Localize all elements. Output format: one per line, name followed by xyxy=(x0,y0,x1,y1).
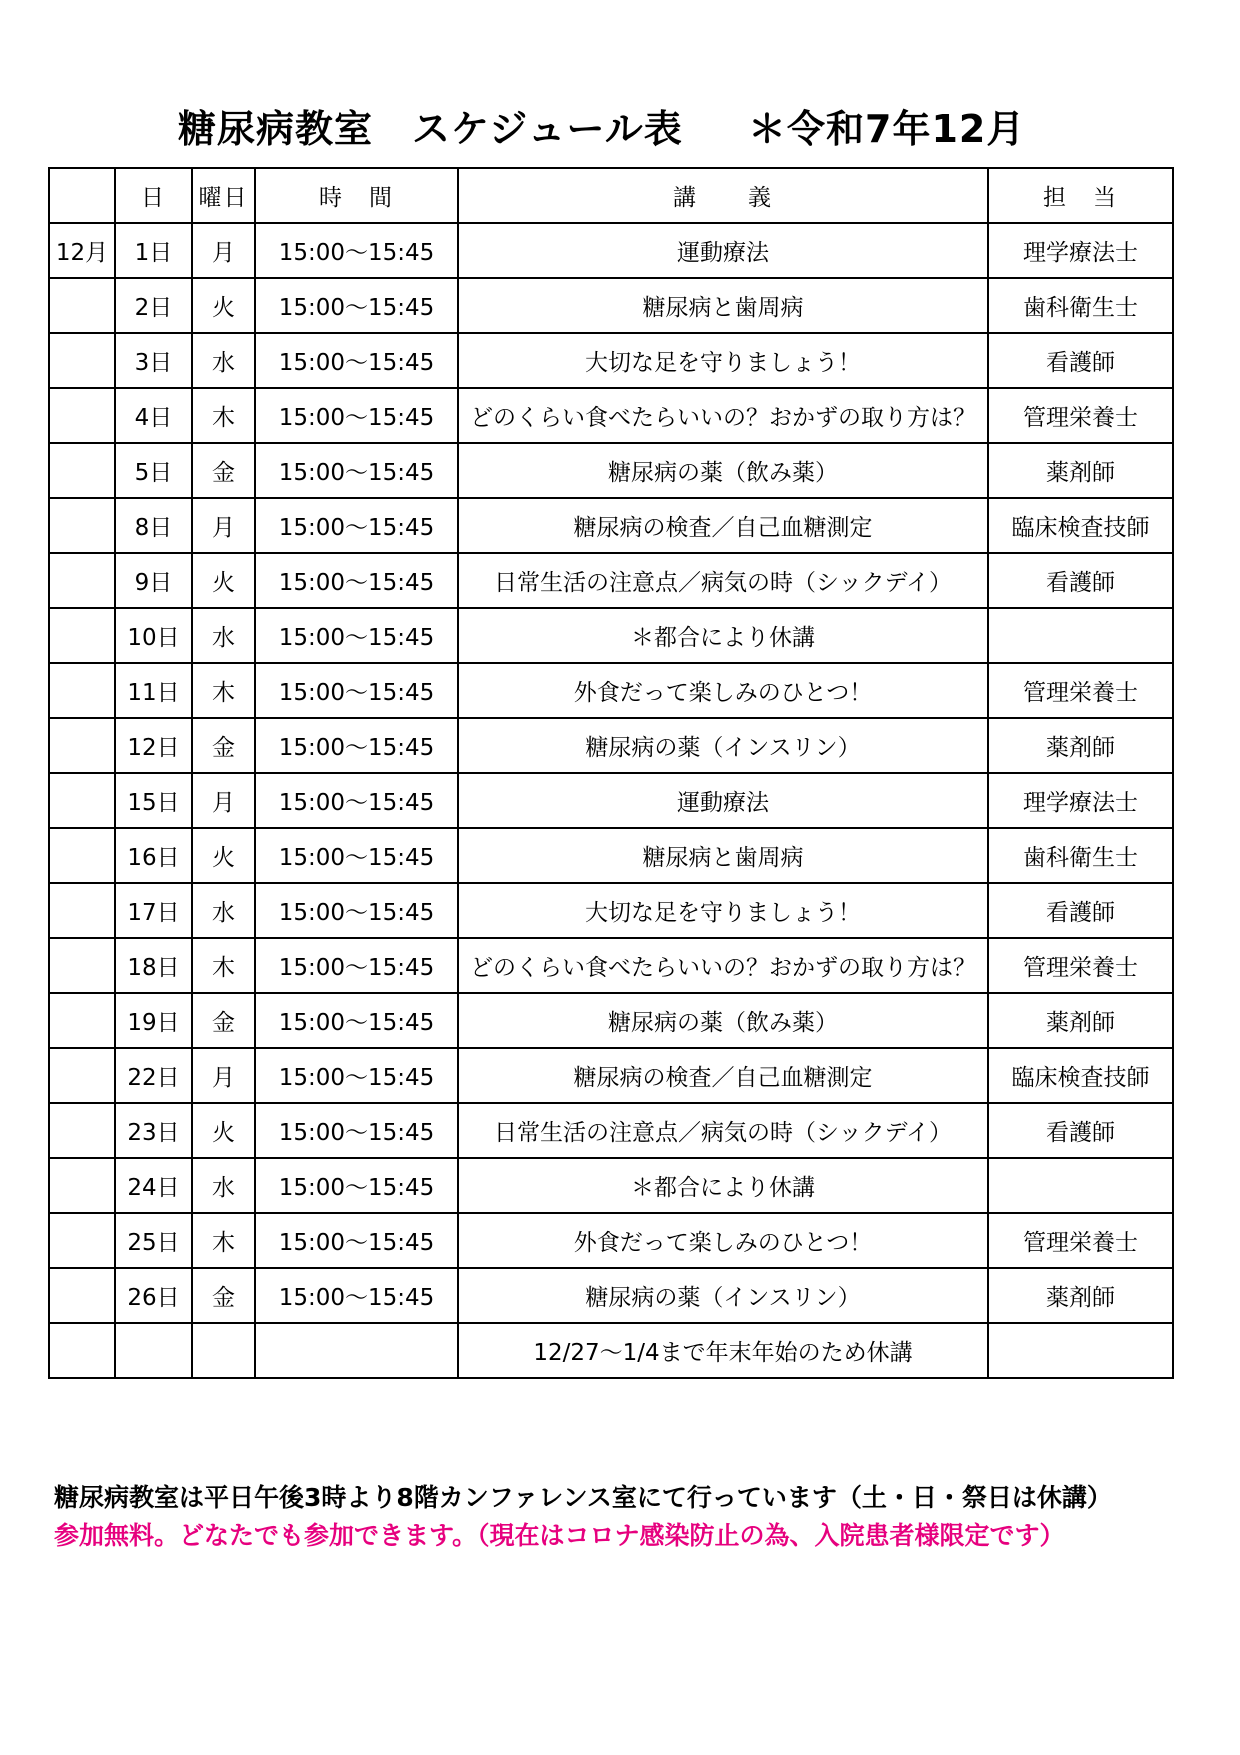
cell-weekday: 月 xyxy=(192,498,255,553)
cell-day: 4日 xyxy=(115,388,192,443)
notice-note: 参加無料。どなたでも参加できます。（現在はコロナ感染防止の為、入院患者様限定です） xyxy=(54,1521,1065,1550)
cell-time: 15:00～15:45 xyxy=(255,773,458,828)
cell-weekday: 月 xyxy=(192,1048,255,1103)
cell-time: 15:00～15:45 xyxy=(255,1158,458,1213)
table-row xyxy=(49,938,1173,993)
cell-staff: 理学療法士 xyxy=(988,773,1173,828)
table-row xyxy=(49,1268,1173,1323)
table-row xyxy=(49,443,1173,498)
title-date: ＊令和7年12月 xyxy=(748,107,1026,151)
cell-lecture: どのくらい食べたらいいの？おかずの取り方は？ xyxy=(458,938,988,993)
cell-staff: 理学療法士 xyxy=(988,223,1173,278)
cell-weekday: 月 xyxy=(192,223,255,278)
cell-staff: 臨床検査技師 xyxy=(988,1048,1173,1103)
cell-time: 15:00～15:45 xyxy=(255,443,458,498)
cell-lecture: 大切な足を守りましょう！ xyxy=(458,333,988,388)
table-row xyxy=(49,828,1173,883)
cell-month xyxy=(49,1323,115,1378)
table-header-row xyxy=(49,168,1173,223)
cell-lecture: 糖尿病の薬（インスリン） xyxy=(458,1268,988,1323)
cell-day: 2日 xyxy=(115,278,192,333)
cell-month xyxy=(49,993,115,1048)
table-row xyxy=(49,608,1173,663)
cell-time: 15:00～15:45 xyxy=(255,608,458,663)
cell-day: 15日 xyxy=(115,773,192,828)
cell-month xyxy=(49,663,115,718)
cell-time: 15:00～15:45 xyxy=(255,278,458,333)
header-day: 日 xyxy=(115,168,192,223)
cell-day: 10日 xyxy=(115,608,192,663)
cell-staff xyxy=(988,1158,1173,1213)
cell-day: 16日 xyxy=(115,828,192,883)
table-row xyxy=(49,718,1173,773)
table-row xyxy=(49,278,1173,333)
cell-weekday: 木 xyxy=(192,938,255,993)
cell-month xyxy=(49,608,115,663)
cell-day xyxy=(115,1323,192,1378)
cell-time: 15:00～15:45 xyxy=(255,498,458,553)
page-title xyxy=(0,92,1240,152)
cell-lecture: 糖尿病と歯周病 xyxy=(458,828,988,883)
cell-staff: 薬剤師 xyxy=(988,443,1173,498)
table-row xyxy=(49,223,1173,278)
cell-time: 15:00～15:45 xyxy=(255,1103,458,1158)
cell-weekday: 月 xyxy=(192,773,255,828)
cell-lecture: 日常生活の注意点／病気の時（シックデイ） xyxy=(458,553,988,608)
cell-day: 1日 xyxy=(115,223,192,278)
cell-day: 17日 xyxy=(115,883,192,938)
table-row xyxy=(49,553,1173,608)
cell-weekday: 火 xyxy=(192,1103,255,1158)
cell-lecture: 糖尿病の検査／自己血糖測定 xyxy=(458,1048,988,1103)
cell-lecture: 糖尿病の薬（飲み薬） xyxy=(458,443,988,498)
table-row xyxy=(49,333,1173,388)
cell-time: 15:00～15:45 xyxy=(255,938,458,993)
cell-day: 3日 xyxy=(115,333,192,388)
cell-weekday: 木 xyxy=(192,663,255,718)
table-row xyxy=(49,498,1173,553)
cell-month xyxy=(49,1103,115,1158)
cell-time: 15:00～15:45 xyxy=(255,663,458,718)
cell-month xyxy=(49,498,115,553)
cell-month xyxy=(49,553,115,608)
table-row xyxy=(49,1323,1173,1378)
cell-lecture: 糖尿病の薬（飲み薬） xyxy=(458,993,988,1048)
title-main: 糖尿病教室 スケジュール表 xyxy=(178,107,683,151)
cell-time: 15:00～15:45 xyxy=(255,388,458,443)
cell-lecture: 糖尿病の薬（インスリン） xyxy=(458,718,988,773)
cell-month xyxy=(49,388,115,443)
cell-day: 22日 xyxy=(115,1048,192,1103)
table-row xyxy=(49,883,1173,938)
header-weekday: 曜日 xyxy=(192,168,255,223)
table-row xyxy=(49,773,1173,828)
cell-time: 15:00～15:45 xyxy=(255,828,458,883)
cell-time: 15:00～15:45 xyxy=(255,1048,458,1103)
header-month xyxy=(49,168,115,223)
cell-month: 12月 xyxy=(49,223,115,278)
cell-weekday xyxy=(192,1323,255,1378)
cell-staff: 薬剤師 xyxy=(988,718,1173,773)
cell-lecture: 外食だって楽しみのひとつ！ xyxy=(458,1213,988,1268)
info-note: 糖尿病教室は平日午後3時より8階カンファレンス室にて行っています（土・日・祭日は休講） xyxy=(54,1483,1112,1512)
header-staff: 担 当 xyxy=(988,168,1173,223)
cell-staff: 歯科衛生士 xyxy=(988,278,1173,333)
cell-staff: 臨床検査技師 xyxy=(988,498,1173,553)
cell-time: 15:00～15:45 xyxy=(255,993,458,1048)
cell-weekday: 水 xyxy=(192,1158,255,1213)
cell-lecture: 運動療法 xyxy=(458,773,988,828)
cell-lecture: どのくらい食べたらいいの？おかずの取り方は？ xyxy=(458,388,988,443)
cell-weekday: 水 xyxy=(192,608,255,663)
cell-weekday: 火 xyxy=(192,828,255,883)
cell-staff: 薬剤師 xyxy=(988,993,1173,1048)
cell-staff: 管理栄養士 xyxy=(988,663,1173,718)
cell-month xyxy=(49,883,115,938)
cell-lecture: 糖尿病と歯周病 xyxy=(458,278,988,333)
cell-month xyxy=(49,333,115,388)
cell-staff: 看護師 xyxy=(988,553,1173,608)
cell-staff: 看護師 xyxy=(988,1103,1173,1158)
cell-weekday: 火 xyxy=(192,278,255,333)
cell-day: 23日 xyxy=(115,1103,192,1158)
cell-lecture: 12/27～1/4まで年末年始のため休講 xyxy=(458,1323,988,1378)
cell-weekday: 木 xyxy=(192,1213,255,1268)
cell-month xyxy=(49,443,115,498)
cell-month xyxy=(49,1268,115,1323)
cell-staff: 薬剤師 xyxy=(988,1268,1173,1323)
cell-month xyxy=(49,278,115,333)
cell-month xyxy=(49,718,115,773)
cell-day: 25日 xyxy=(115,1213,192,1268)
table-row xyxy=(49,1158,1173,1213)
cell-month xyxy=(49,938,115,993)
cell-time: 15:00～15:45 xyxy=(255,883,458,938)
cell-time xyxy=(255,1323,458,1378)
cell-weekday: 木 xyxy=(192,388,255,443)
cell-time: 15:00～15:45 xyxy=(255,718,458,773)
schedule-table xyxy=(48,167,1174,1379)
cell-weekday: 金 xyxy=(192,718,255,773)
cell-day: 5日 xyxy=(115,443,192,498)
cell-weekday: 水 xyxy=(192,883,255,938)
cell-day: 24日 xyxy=(115,1158,192,1213)
cell-weekday: 水 xyxy=(192,333,255,388)
cell-staff xyxy=(988,1323,1173,1378)
cell-weekday: 金 xyxy=(192,443,255,498)
cell-time: 15:00～15:45 xyxy=(255,1213,458,1268)
cell-day: 19日 xyxy=(115,993,192,1048)
cell-day: 11日 xyxy=(115,663,192,718)
cell-staff: 看護師 xyxy=(988,883,1173,938)
cell-staff: 看護師 xyxy=(988,333,1173,388)
cell-lecture: 日常生活の注意点／病気の時（シックデイ） xyxy=(458,1103,988,1158)
cell-day: 12日 xyxy=(115,718,192,773)
table-row xyxy=(49,388,1173,443)
cell-day: 8日 xyxy=(115,498,192,553)
cell-month xyxy=(49,1158,115,1213)
table-row xyxy=(49,1213,1173,1268)
header-time: 時 間 xyxy=(255,168,458,223)
table-row xyxy=(49,993,1173,1048)
cell-staff: 管理栄養士 xyxy=(988,938,1173,993)
cell-lecture: 大切な足を守りましょう！ xyxy=(458,883,988,938)
table-row xyxy=(49,663,1173,718)
cell-staff xyxy=(988,608,1173,663)
cell-month xyxy=(49,1048,115,1103)
cell-weekday: 金 xyxy=(192,1268,255,1323)
cell-weekday: 金 xyxy=(192,993,255,1048)
cell-time: 15:00～15:45 xyxy=(255,223,458,278)
cell-time: 15:00～15:45 xyxy=(255,1268,458,1323)
cell-weekday: 火 xyxy=(192,553,255,608)
cell-month xyxy=(49,1213,115,1268)
table-row xyxy=(49,1103,1173,1158)
cell-day: 9日 xyxy=(115,553,192,608)
cell-lecture: 運動療法 xyxy=(458,223,988,278)
cell-time: 15:00～15:45 xyxy=(255,553,458,608)
cell-lecture: 糖尿病の検査／自己血糖測定 xyxy=(458,498,988,553)
header-lecture: 講 義 xyxy=(458,168,988,223)
cell-day: 18日 xyxy=(115,938,192,993)
cell-time: 15:00～15:45 xyxy=(255,333,458,388)
cell-staff: 管理栄養士 xyxy=(988,388,1173,443)
cell-month xyxy=(49,828,115,883)
cell-month xyxy=(49,773,115,828)
cell-staff: 管理栄養士 xyxy=(988,1213,1173,1268)
cell-lecture: ＊都合により休講 xyxy=(458,1158,988,1213)
cell-staff: 歯科衛生士 xyxy=(988,828,1173,883)
table-row xyxy=(49,1048,1173,1103)
cell-day: 26日 xyxy=(115,1268,192,1323)
cell-lecture: 外食だって楽しみのひとつ！ xyxy=(458,663,988,718)
cell-lecture: ＊都合により休講 xyxy=(458,608,988,663)
